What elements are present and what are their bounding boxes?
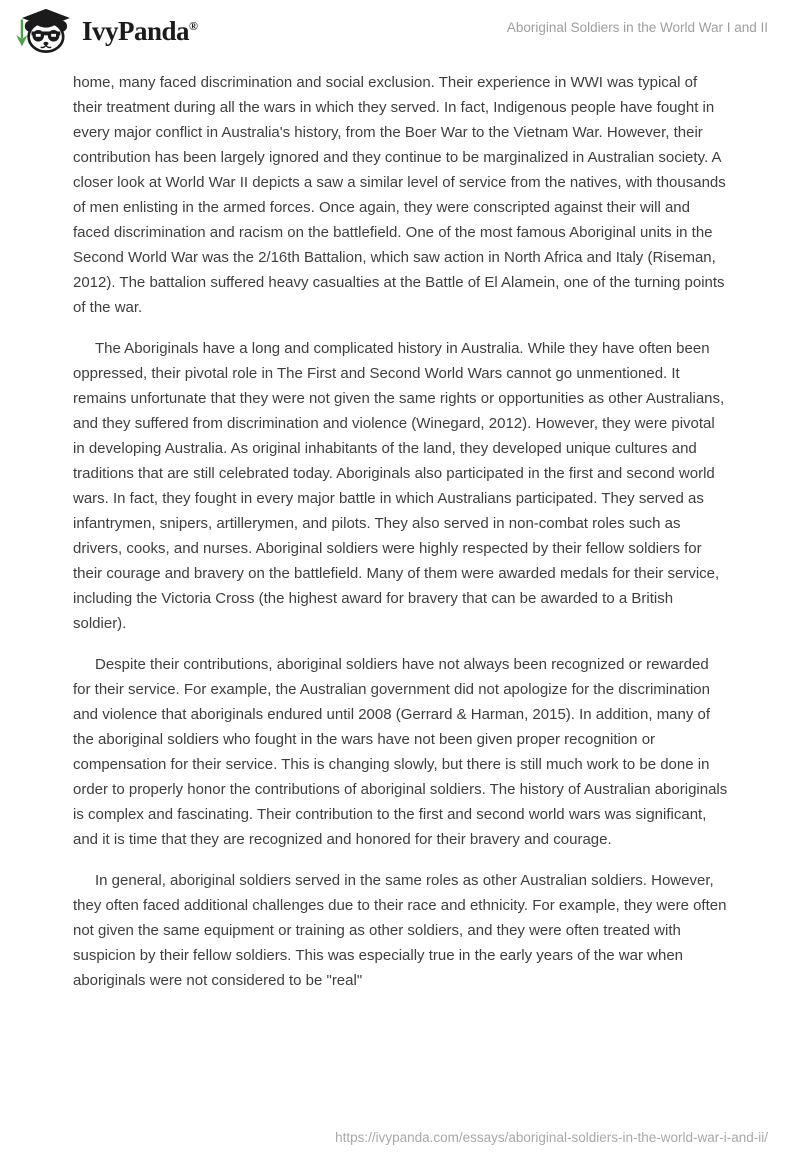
source-url-link[interactable]: https://ivypanda.com/essays/aboriginal-soldiers-in-the-world-war-i-and-ii/: [335, 1130, 768, 1145]
essay-body: [73, 70, 728, 1009]
ivypanda-logo[interactable]: [14, 7, 198, 55]
panda-graduation-cap-icon: [14, 7, 74, 55]
essay-paragraph: Despite their contributions, aboriginal soldiers have not always been recognized or rewarded for their service. For example, the Australian government did not apologize for the discrimination and violence that aboriginals endured until 2008 (Gerrard & Harman, 2015). In addition, many of the aboriginal soldiers who fought in the wars have not been given proper recognition or compensation for their service. This is changing slowly, but there is still much work to be done in order to properly honor the contributions of aboriginal soldiers. The history of Australian aboriginals is complex and fascinating. Their contribution to the first and second world wars was significant, and it is time that they are recognized and honored for their bravery and courage.: [73, 656, 728, 848]
page-header: [0, 0, 800, 62]
essay-paragraph: In general, aboriginal soldiers served in the same roles as other Australian soldiers. However, they often faced additional challenges due to their race and ethnicity. For example, they were often not given the same equipment or training as other soldiers, and they were often treated with suspicion by their fellow soldiers. This was especially true in the early years of the war when aboriginals were not considered to be "real": [73, 872, 727, 989]
page-title: Aboriginal Soldiers in the World War I and II: [506, 20, 768, 35]
registered-trademark: ®: [189, 18, 198, 33]
essay-paragraph: home, many faced discrimination and social exclusion. Their experience in WWI was typical of their treatment during all the wars in which they served. In fact, Indigenous people have fought in every major conflict in Australia's history, from the Boer War to the Vietnam War. However, their contribution has been largely ignored and they continue to be marginalized in Australian society. A closer look at World War II depicts a saw a similar level of service from the natives, with thousands of men enlisting in the armed forces. Once again, they were conscripted against their will and faced discrimination and racism on the battlefield. One of the most famous Aboriginal units in the Second World War was the 2/16th Battalion, which saw action in North Africa and Italy (Riseman, 2012). The battalion suffered heavy casualties at the Battle of El Alamein, one of the turning points of the war.: [73, 74, 726, 316]
brand-name: IvyPanda®: [82, 15, 198, 46]
essay-paragraph: The Aboriginals have a long and complicated history in Australia. While they have often been oppressed, their pivotal role in The First and Second World Wars cannot go unmentioned. It remains unfortunate that they were not given the same rights or opportunities as other Australians, and they suffered from discrimination and violence (Winegard, 2012). However, they were pivotal in developing Australia. As original inhabitants of the land, they developed unique cultures and traditions that are still celebrated today. Aboriginals also participated in the first and second world wars. In fact, they fought in every major battle in which Australians participated. They served as infantrymen, snipers, artillerymen, and pilots. They also served in non-combat roles such as drivers, cooks, and nurses. Aboriginal soldiers were highly respected by their fellow soldiers for their courage and bravery on the battlefield. Many of them were awarded medals for their service, including the Victoria Cross (the highest award for bravery that can be awarded to a British soldier).: [73, 340, 725, 632]
